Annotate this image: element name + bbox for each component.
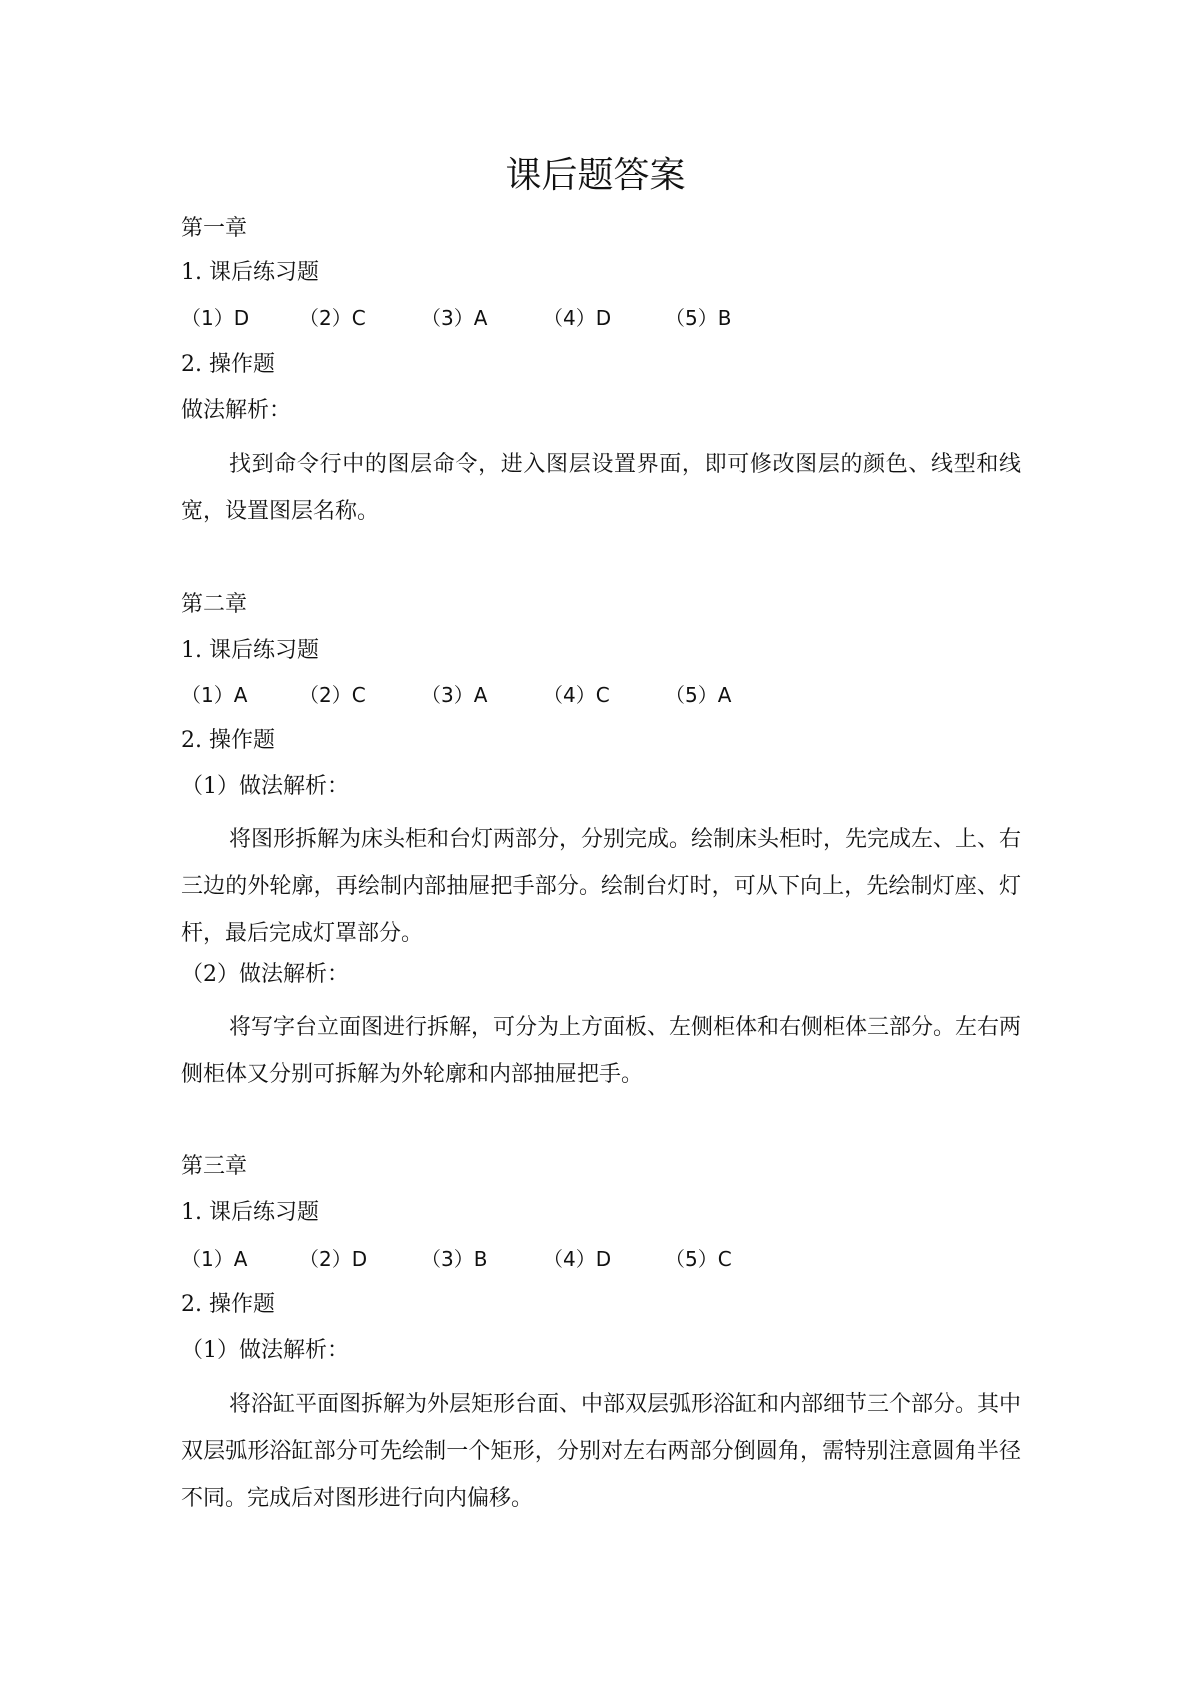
- answer-item: （2）D: [299, 1247, 368, 1271]
- analysis-label: 做法解析：: [181, 398, 292, 423]
- answer-item: （1）A: [181, 1247, 248, 1271]
- answer-item: （2）C: [299, 683, 366, 707]
- answer-item: （4）D: [543, 306, 612, 330]
- chapter-heading: 第二章: [181, 592, 248, 617]
- answer-item: （5）C: [665, 1247, 732, 1271]
- answer-item: （4）C: [543, 683, 610, 707]
- page-title: 课后题答案: [505, 155, 686, 196]
- analysis-text: 将写字台立面图进行拆解，可分为上方面板、左侧柜体和右侧柜体三部分。左右两侧柜体又分别可拆解为外轮廓和内部抽屉把手。: [181, 1015, 1022, 1087]
- analysis-text: 将图形拆解为床头柜和台灯两部分，分别完成。绘制床头柜时，先完成左、上、右三边的外轮廓，再绘制内部抽屉把手部分。绘制台灯时，可从下向上，先绘制灯座、灯杆，最后完成灯罩部分。: [181, 827, 1022, 946]
- answer-item: （1）D: [181, 306, 250, 330]
- answer-item: （5）B: [665, 306, 732, 330]
- exercise-label: 1. 课后练习题: [181, 260, 319, 285]
- exercise-label: 1. 课后练习题: [181, 638, 319, 663]
- analysis-text: 将浴缸平面图拆解为外层矩形台面、中部双层弧形浴缸和内部细节三个部分。其中双层弧形浴缸部分可先绘制一个矩形，分别对左右两部分倒圆角，需特别注意圆角半径不同。完成后对图形进行向内偏移。: [181, 1392, 1022, 1511]
- answer-item: （3）B: [421, 1247, 488, 1271]
- chapter-heading: 第三章: [181, 1154, 248, 1179]
- analysis-label: （1）做法解析：: [181, 1338, 349, 1363]
- operation-label: 2. 操作题: [181, 728, 275, 753]
- answer-item: （3）A: [421, 306, 488, 330]
- chapter-heading: 第一章: [181, 216, 248, 241]
- answer-item: （3）A: [421, 683, 488, 707]
- answer-item: （5）A: [665, 683, 732, 707]
- operation-label: 2. 操作题: [181, 352, 275, 377]
- analysis-text: 找到命令行中的图层命令，进入图层设置界面，即可修改图层的颜色、线型和线宽，设置图层名称。: [181, 452, 1021, 524]
- operation-label: 2. 操作题: [181, 1292, 275, 1317]
- answer-item: （1）A: [181, 683, 248, 707]
- answer-item: （2）C: [299, 306, 366, 330]
- analysis-label: （2）做法解析：: [181, 962, 349, 987]
- exercise-label: 1. 课后练习题: [181, 1200, 319, 1225]
- answer-item: （4）D: [543, 1247, 612, 1271]
- analysis-label: （1）做法解析：: [181, 774, 349, 799]
